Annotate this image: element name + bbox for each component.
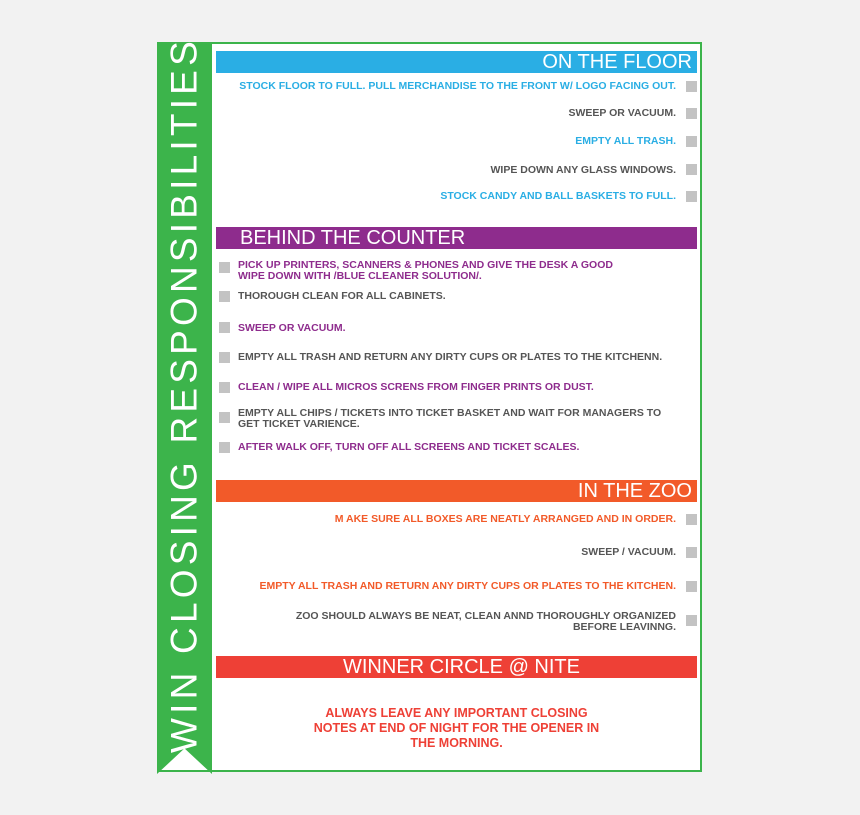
- page-title: WIN CLOSING RESPONSIBILITIES: [163, 37, 205, 753]
- zoo-checkbox[interactable]: [686, 514, 697, 525]
- counter-checkbox[interactable]: [219, 442, 230, 453]
- floor-task: STOCK FLOOR TO FULL. PULL MERCHANDISE TO THE FRONT W/ LOGO FACING OUT.: [239, 80, 676, 92]
- counter-checkbox[interactable]: [219, 412, 230, 423]
- counter-task: THOROUGH CLEAN FOR ALL CABINETS.: [238, 290, 446, 302]
- zoo-task: SWEEP / VACUUM.: [581, 546, 676, 558]
- counter-checkbox[interactable]: [219, 382, 230, 393]
- counter-task: CLEAN / WIPE ALL MICROS SCRENS FROM FINGER PRINTS OR DUST.: [238, 381, 594, 393]
- counter-checkbox[interactable]: [219, 262, 230, 273]
- floor-checkbox[interactable]: [686, 136, 697, 147]
- zoo-task: EMPTY ALL TRASH AND RETURN ANY DIRTY CUPS OR PLATES TO THE KITCHEN.: [259, 580, 676, 592]
- section-header-winner: WINNER CIRCLE @ NITE: [216, 656, 697, 678]
- floor-task: WIPE DOWN ANY GLASS WINDOWS.: [490, 164, 676, 176]
- floor-checkbox[interactable]: [686, 164, 697, 175]
- zoo-task: M AKE SURE ALL BOXES ARE NEATLY ARRANGED AND IN ORDER.: [334, 513, 676, 525]
- zoo-checkbox[interactable]: [686, 581, 697, 592]
- closing-note: ALWAYS LEAVE ANY IMPORTANT CLOSING NOTES AT END OF NIGHT FOR THE OPENER IN THE MORNING.: [313, 706, 600, 750]
- zoo-task: ZOO SHOULD ALWAYS BE NEAT, CLEAN ANND THOROUGHLY ORGANIZED BEFORE LEAVINNG.: [295, 610, 676, 633]
- floor-task: EMPTY ALL TRASH.: [575, 135, 676, 147]
- counter-task: EMPTY ALL CHIPS / TICKETS INTO TICKET BASKET AND WAIT FOR MANAGERS TO GET TICKET VARIENCE.: [238, 407, 662, 430]
- counter-checkbox[interactable]: [219, 291, 230, 302]
- floor-task: STOCK CANDY AND BALL BASKETS TO FULL.: [440, 190, 676, 202]
- counter-task: PICK UP PRINTERS, SCANNERS & PHONES AND GIVE THE DESK A GOOD WIPE DOWN WITH /BLUE CLEANER SOLUTION/.: [238, 259, 613, 282]
- counter-checkbox[interactable]: [219, 352, 230, 363]
- floor-checkbox[interactable]: [686, 191, 697, 202]
- floor-checkbox[interactable]: [686, 81, 697, 92]
- counter-task: SWEEP OR VACUUM.: [238, 322, 346, 334]
- counter-task: AFTER WALK OFF, TURN OFF ALL SCREENS AND TICKET SCALES.: [238, 441, 580, 453]
- zoo-checkbox[interactable]: [686, 547, 697, 558]
- section-header-counter: BEHIND THE COUNTER: [216, 227, 697, 249]
- section-header-zoo: IN THE ZOO: [216, 480, 697, 502]
- counter-checkbox[interactable]: [219, 322, 230, 333]
- floor-task: SWEEP OR VACUUM.: [568, 107, 676, 119]
- counter-task: EMPTY ALL TRASH AND RETURN ANY DIRTY CUPS OR PLATES TO THE KITCHENN.: [238, 351, 663, 363]
- zoo-checkbox[interactable]: [686, 615, 697, 626]
- section-header-floor: ON THE FLOOR: [216, 51, 697, 73]
- floor-checkbox[interactable]: [686, 108, 697, 119]
